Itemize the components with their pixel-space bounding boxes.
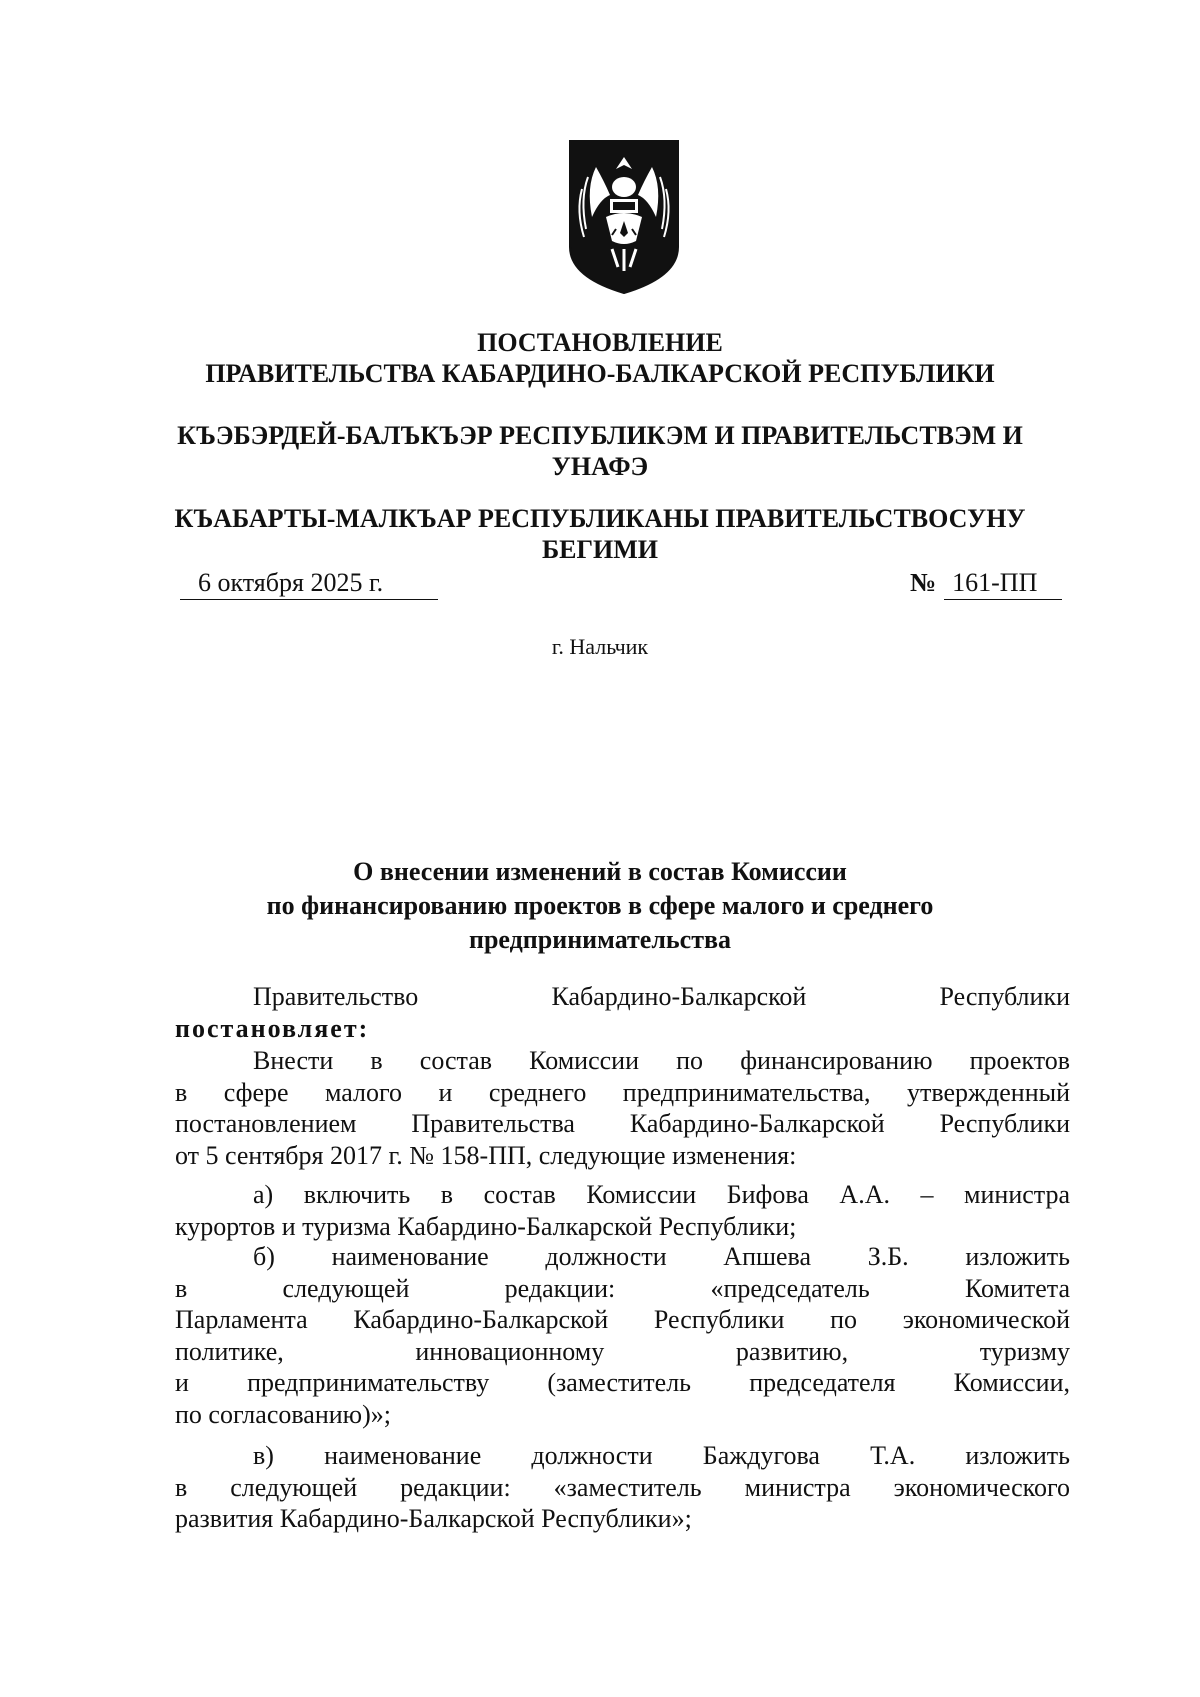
intro-line-2: постановляет: [175, 1013, 370, 1043]
document-number [910, 567, 1075, 600]
main-line-1: Внести в состав Комиссии по финансированию проектов [253, 1046, 1070, 1075]
title-line-2: по финансированию проектов в сфере малого и среднего [266, 891, 934, 920]
document-title [200, 855, 1000, 957]
intro-line-1: Правительство Кабардино-Балкарской Республики [253, 982, 1070, 1011]
number-value: 161-ПП [944, 567, 1062, 600]
item-b-paragraph [175, 1241, 1070, 1430]
item-a-paragraph [175, 1179, 1070, 1242]
main-paragraph [175, 1045, 1070, 1171]
main-line-2: в сфере малого и среднего предпринимательства, утвержденный [175, 1077, 1070, 1107]
balkar-line-1: КЪАБАРТЫ-МАЛКЪАР РЕСПУБЛИКАНЫ ПРАВИТЕЛЬСТВОСУНУ [174, 504, 1026, 533]
coat-of-arms-emblem [566, 137, 682, 297]
balkar-header [150, 503, 1050, 565]
item-a-line-2: курортов и туризма Кабардино-Балкарской Республики; [175, 1211, 797, 1241]
item-b-line-1: б) наименование должности Апшева З.Б. изложить [253, 1242, 1070, 1271]
kabardian-line-2: УНАФЭ [551, 452, 649, 481]
item-b-line-5: и предпринимательству (заместитель председателя Комиссии, [175, 1368, 1070, 1397]
intro-paragraph [175, 981, 1070, 1044]
item-v-line-3: развития Кабардино-Балкарской Республики»; [175, 1504, 692, 1533]
doc-type-title: ПОСТАНОВЛЕНИЕ [477, 328, 723, 357]
item-v-paragraph [175, 1440, 1070, 1535]
item-v-line-1: в) наименование должности Баждугова Т.А. изложить [253, 1441, 1070, 1470]
kabardian-header [150, 420, 1050, 482]
issuer-title: ПРАВИТЕЛЬСТВА КАБАРДИНО-БАЛКАРСКОЙ РЕСПУБЛИКИ [205, 359, 995, 388]
item-b-line-4: политике, инновационному развитию, туризму [175, 1336, 1070, 1366]
document-city: г. Нальчик [551, 634, 649, 659]
main-line-3: постановлением Правительства Кабардино-Балкарской Республики [175, 1109, 1070, 1138]
item-b-line-6: по согласованию)»; [175, 1399, 391, 1429]
kabardian-line-1: КЪЭБЭРДЕЙ-БАЛЪКЪЭР РЕСПУБЛИКЭМ И ПРАВИТЕЛЬСТВЭМ И [177, 421, 1023, 450]
item-a-line-1: а) включить в состав Комиссии Бифова А.А. – министра [253, 1180, 1070, 1209]
document-date: 6 октября 2025 г. [180, 567, 438, 600]
title-line-1: О внесении изменений в состав Комиссии [353, 857, 847, 886]
item-v-line-2: в следующей редакции: «заместитель министра экономического [175, 1472, 1070, 1502]
document-header [150, 327, 1050, 389]
main-line-4: от 5 сентября 2017 г. № 158-ПП, следующие изменения: [175, 1140, 797, 1170]
number-sign: № [910, 568, 937, 597]
item-b-line-3: Парламента Кабардино-Балкарской Республики по экономической [175, 1305, 1070, 1334]
balkar-line-2: БЕГИМИ [541, 535, 659, 564]
item-b-line-2: в следующей редакции: «председатель Комитета [175, 1273, 1070, 1303]
title-line-3: предпринимательства [468, 925, 732, 954]
